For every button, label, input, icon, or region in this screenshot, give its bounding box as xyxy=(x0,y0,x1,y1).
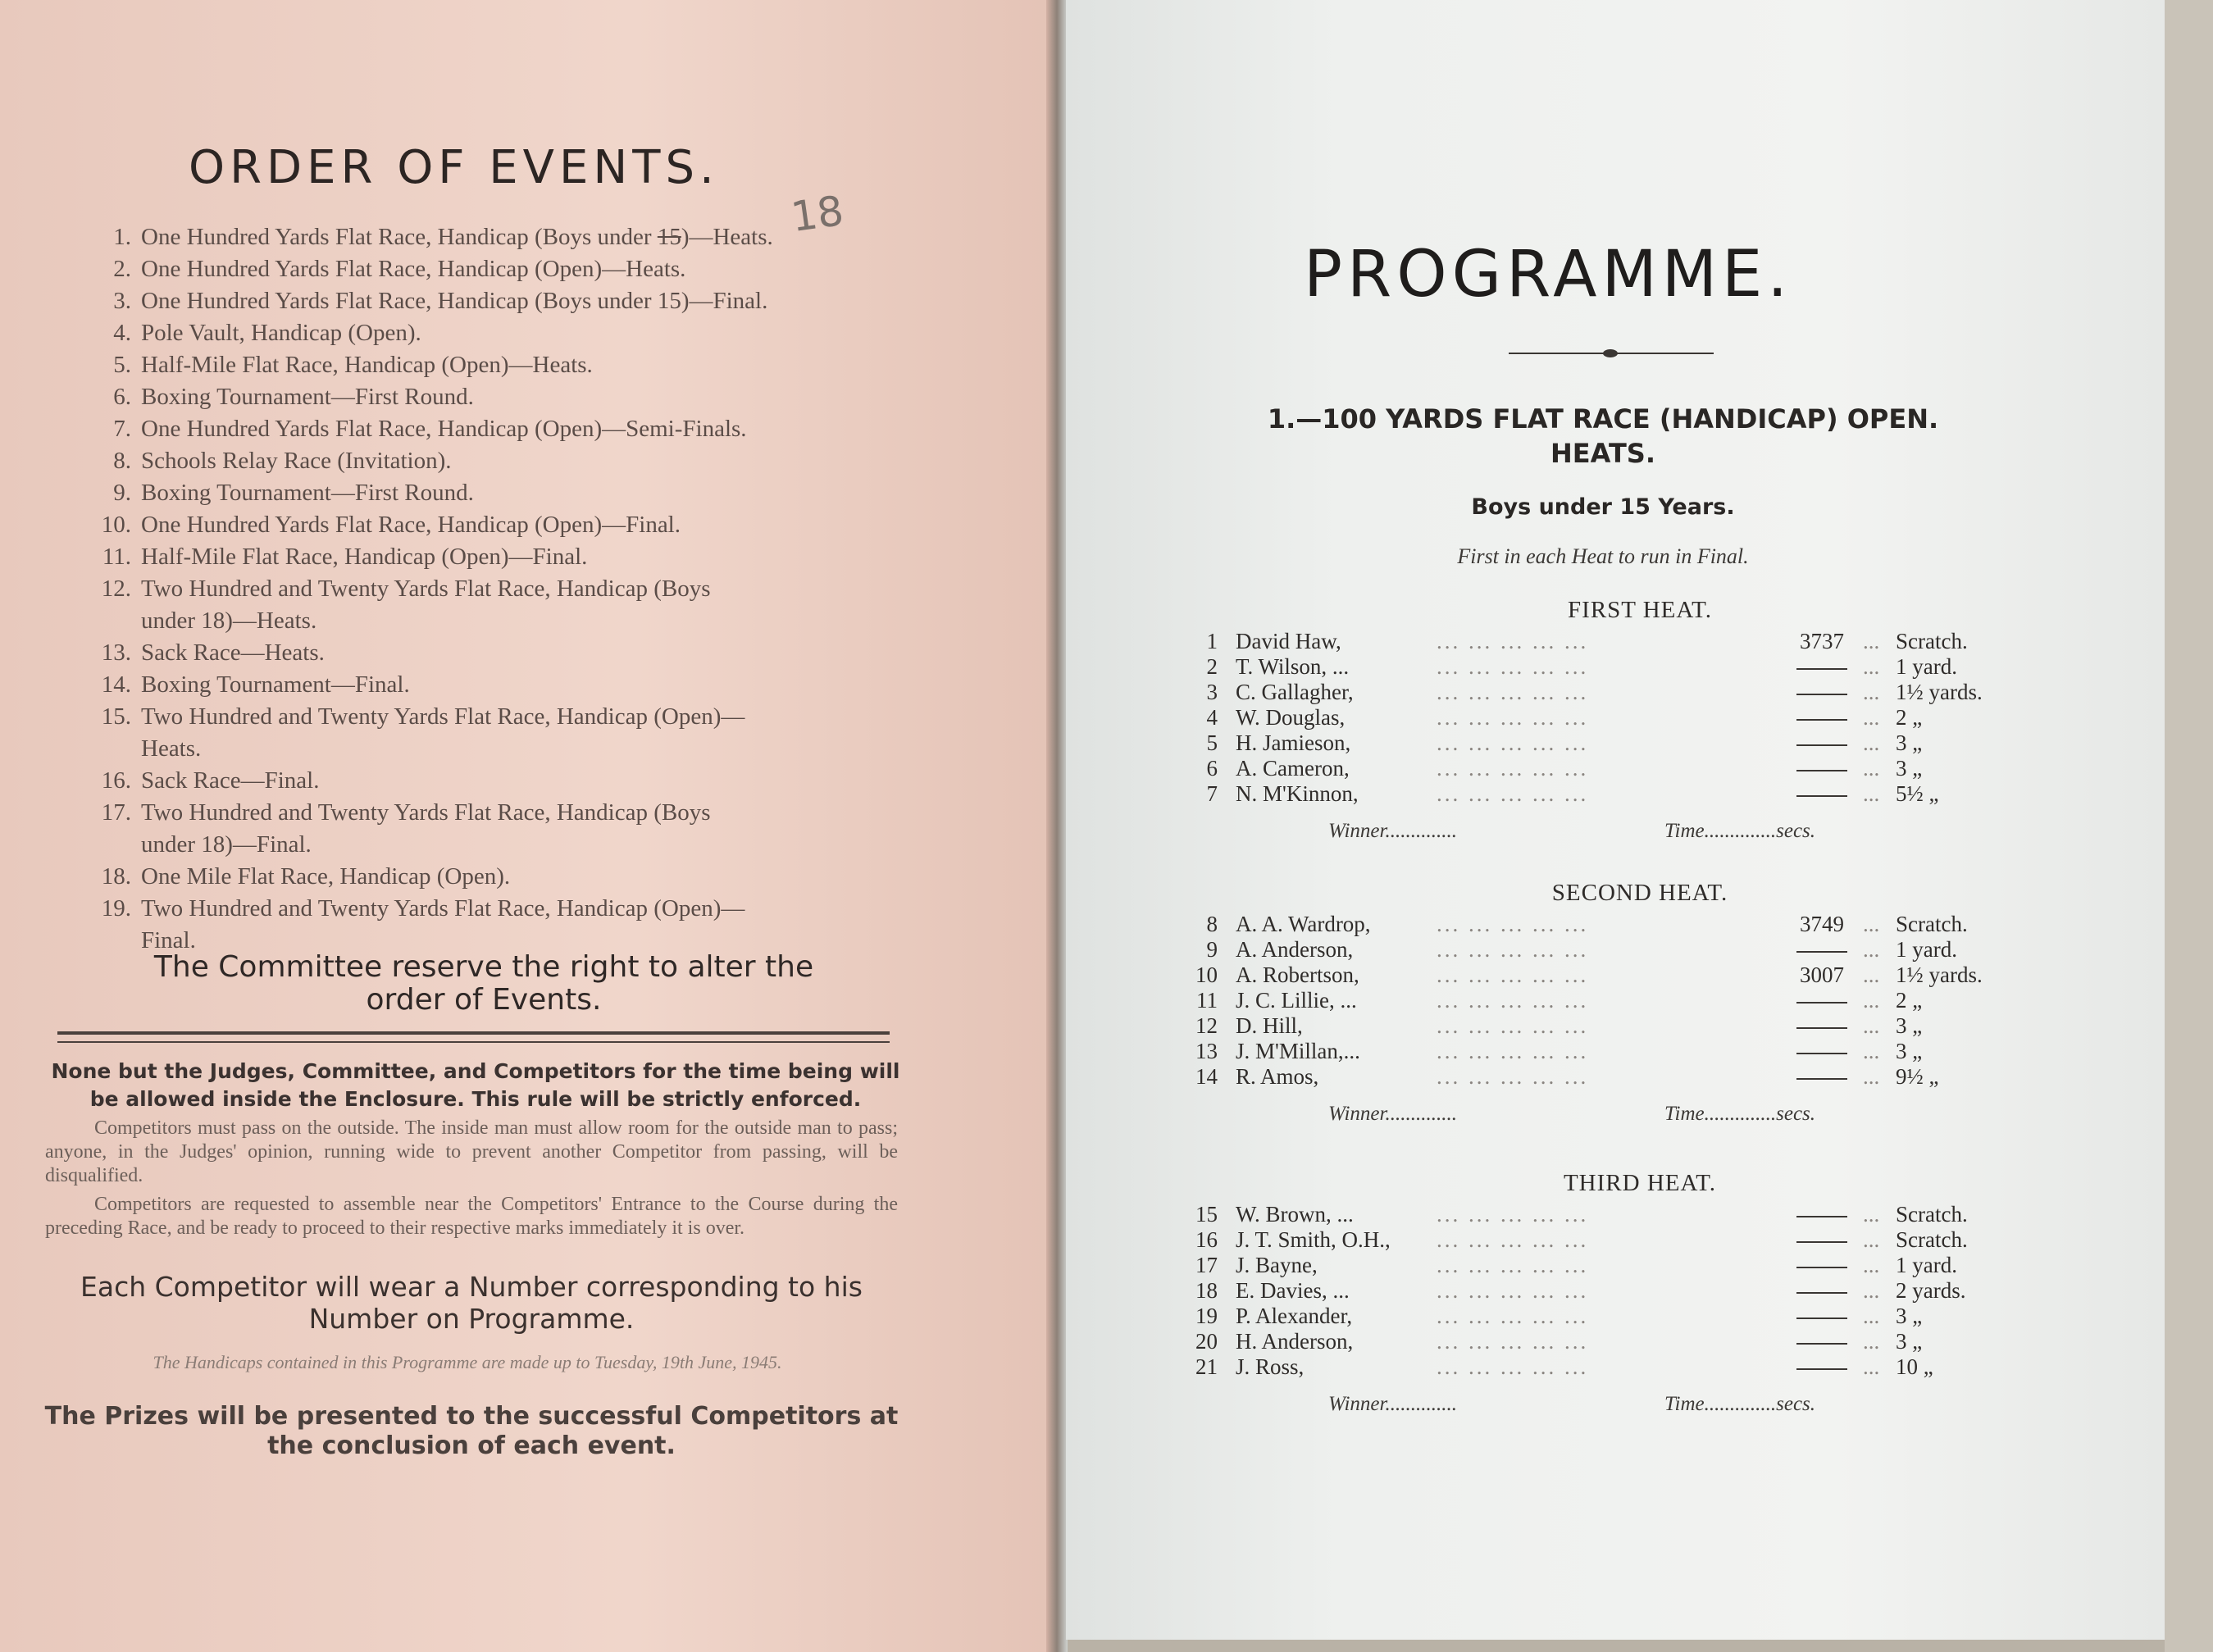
entry-number: 7 xyxy=(1206,781,1218,806)
event-text: Two Hundred and Twenty Yards Flat Race, Handicap (Open)— xyxy=(141,895,745,922)
entry-handicap: 5½ „ xyxy=(1896,781,1939,806)
event-number: 17. xyxy=(101,799,131,826)
event-text: Two Hundred and Twenty Yards Flat Race, Handicap (Open)— xyxy=(141,703,745,730)
entry-row xyxy=(1173,1013,2083,1039)
entry-name: A. Robertson, xyxy=(1236,963,1359,987)
entry-number: 4 xyxy=(1206,705,1218,730)
leader-dots-short: ... xyxy=(1863,912,1880,936)
blank-dash xyxy=(1796,744,1847,746)
event-number: 2. xyxy=(113,256,131,282)
event-text: One Hundred Yards Flat Race, Handicap (Open)—Heats. xyxy=(141,256,686,282)
entry-mark xyxy=(1781,1064,1863,1090)
entry-row xyxy=(1173,781,2083,807)
event-number: 3. xyxy=(113,288,131,314)
entry-handicap: 1½ yards. xyxy=(1896,963,1983,987)
entry-mark xyxy=(1781,1278,1863,1304)
entry-row xyxy=(1173,756,2083,781)
leader-dots: ... ... ... ... ... xyxy=(1437,680,1589,704)
event-number: 13. xyxy=(101,639,131,666)
event-text: Boxing Tournament—Final. xyxy=(141,671,410,698)
entry-mark xyxy=(1781,1354,1863,1380)
event-item xyxy=(66,509,927,541)
event-item xyxy=(66,765,927,797)
event-item-continued xyxy=(66,733,927,765)
entry-name: W. Brown, ... xyxy=(1236,1202,1354,1226)
entry-name: N. M'Kinnon, xyxy=(1236,781,1359,806)
committee-line-2: order of Events. xyxy=(366,983,602,1017)
blank-dash xyxy=(1796,1343,1847,1345)
leader-dots-short: ... xyxy=(1863,705,1880,730)
event-text: Pole Vault, Handicap (Open). xyxy=(141,320,421,346)
event-item-continued xyxy=(66,829,927,861)
entry-number: 8 xyxy=(1206,912,1218,936)
entry-mark xyxy=(1781,1039,1863,1064)
entry-mark: 3007 xyxy=(1800,963,1844,987)
entry-number: 18 xyxy=(1195,1278,1218,1303)
assembly-rule: Competitors are requested to assemble near the Competitors' Entrance to the Course during the preceding Race, and be ready to proceed to their respective marks immediately it is over. xyxy=(45,1194,898,1239)
leader-dots: ... ... ... ... ... xyxy=(1437,963,1589,987)
event-item xyxy=(66,861,927,893)
entry-name: A. Anderson, xyxy=(1236,937,1354,962)
blank-dash xyxy=(1796,1241,1847,1243)
entry-mark xyxy=(1781,781,1863,807)
event-number: 9. xyxy=(113,480,131,506)
event-number: 6. xyxy=(113,384,131,410)
leader-dots-short: ... xyxy=(1863,1278,1880,1303)
committee-notice xyxy=(74,951,894,1017)
leader-dots-short: ... xyxy=(1863,1329,1880,1354)
event-number: 14. xyxy=(101,671,131,698)
entry-mark xyxy=(1781,1227,1863,1253)
entry-handicap: 3 „ xyxy=(1896,1039,1923,1063)
leader-dots: ... ... ... ... ... xyxy=(1437,629,1589,653)
entry-handicap: Scratch. xyxy=(1896,629,1968,653)
heat-instruction: First in each Heat to run in Final. xyxy=(1457,544,1749,568)
event-number: 7. xyxy=(113,416,131,442)
blank-dash xyxy=(1796,668,1847,670)
event-number: 19. xyxy=(101,895,131,922)
entry-handicap: 1 yard. xyxy=(1896,937,1957,962)
age-group: Boys under 15 Years. xyxy=(1471,494,1735,520)
entry-number: 12 xyxy=(1195,1013,1218,1038)
winner-label: Winner.............. xyxy=(1328,820,1457,842)
entry-row xyxy=(1173,937,2083,963)
entry-number: 10 xyxy=(1195,963,1218,987)
event-item xyxy=(66,477,927,509)
entry-mark xyxy=(1781,937,1863,963)
leader-dots: ... ... ... ... ... xyxy=(1437,1013,1589,1038)
leader-dots: ... ... ... ... ... xyxy=(1437,988,1589,1013)
entry-name: J. T. Smith, O.H., xyxy=(1236,1227,1391,1252)
entry-number: 15 xyxy=(1195,1202,1218,1226)
winner-label: Winner.............. xyxy=(1328,1393,1457,1415)
event-text-continued: Final. xyxy=(141,927,196,953)
blank-dash xyxy=(1796,1267,1847,1268)
event-item xyxy=(66,701,927,733)
leader-dots: ... ... ... ... ... xyxy=(1437,1354,1589,1379)
entry-number: 14 xyxy=(1195,1064,1218,1089)
entry-number: 20 xyxy=(1195,1329,1218,1354)
blank-dash xyxy=(1796,1318,1847,1319)
entry-number: 13 xyxy=(1195,1039,1218,1063)
entry-number: 1 xyxy=(1206,629,1218,653)
entry-row xyxy=(1173,654,2083,680)
entry-handicap: 10 „ xyxy=(1896,1354,1933,1379)
entry-name: R. Amos, xyxy=(1236,1064,1319,1089)
struck-text: 15 xyxy=(657,224,681,250)
entry-row xyxy=(1173,1227,2083,1253)
leader-dots: ... ... ... ... ... xyxy=(1437,1278,1589,1303)
event-item xyxy=(66,381,927,413)
event-text: Boxing Tournament—First Round. xyxy=(141,480,474,506)
entry-name: A. Cameron, xyxy=(1236,756,1350,780)
event-text-continued: Heats. xyxy=(141,735,202,762)
entry-row xyxy=(1173,1039,2083,1064)
entry-handicap: 3 „ xyxy=(1896,1329,1923,1354)
entry-mark xyxy=(1781,680,1863,705)
leader-dots-short: ... xyxy=(1863,1202,1880,1226)
event-item xyxy=(66,413,927,445)
event-number: 4. xyxy=(113,320,131,346)
programme-title: PROGRAMME. xyxy=(1304,238,1793,312)
leader-dots: ... ... ... ... ... xyxy=(1437,937,1589,962)
entry-name: H. Jamieson, xyxy=(1236,730,1351,755)
event-text: Boxing Tournament—First Round. xyxy=(141,384,474,410)
entry-handicap: 2 „ xyxy=(1896,988,1923,1013)
event-item xyxy=(66,541,927,573)
event-text: Sack Race—Final. xyxy=(141,767,320,794)
entry-number: 16 xyxy=(1195,1227,1218,1252)
enclosure-rule: None but the Judges, Committee, and Competitors for the time being will be allowed inside the Enclosure. This rule will be strictly enforced. xyxy=(51,1059,900,1111)
entry-name: C. Gallagher, xyxy=(1236,680,1354,704)
event-item xyxy=(66,253,927,285)
race-title-line-2: HEATS. xyxy=(1550,438,1655,469)
entry-row xyxy=(1173,1304,2083,1329)
event-item xyxy=(66,637,927,669)
event-text: One Mile Flat Race, Handicap (Open). xyxy=(141,863,511,890)
heat-title: THIRD HEAT. xyxy=(1563,1170,1717,1196)
blank-dash xyxy=(1796,1053,1847,1054)
event-text: One Hundred Yards Flat Race, Handicap (Open)—Final. xyxy=(141,512,681,538)
leader-dots-short: ... xyxy=(1863,1227,1880,1252)
heat-title: FIRST HEAT. xyxy=(1568,597,1712,623)
entry-handicap: Scratch. xyxy=(1896,1227,1968,1252)
leader-dots: ... ... ... ... ... xyxy=(1437,1064,1589,1089)
entry-number: 21 xyxy=(1195,1354,1218,1379)
entry-mark xyxy=(1781,756,1863,781)
entry-number: 17 xyxy=(1195,1253,1218,1277)
order-of-events-title: ORDER OF EVENTS. xyxy=(189,141,719,194)
entry-mark xyxy=(1781,1304,1863,1329)
entry-mark xyxy=(1781,705,1863,730)
event-number: 10. xyxy=(101,512,131,538)
entry-handicap: 3 „ xyxy=(1896,1304,1923,1328)
event-item xyxy=(66,349,927,381)
pencil-annotation: 18 xyxy=(788,186,847,242)
leader-dots: ... ... ... ... ... xyxy=(1437,730,1589,755)
double-divider xyxy=(57,1031,890,1043)
leader-dots-short: ... xyxy=(1863,1304,1880,1328)
entry-handicap: 2 yards. xyxy=(1896,1278,1966,1303)
ornament-divider xyxy=(1509,349,1714,357)
entry-mark xyxy=(1781,654,1863,680)
entry-mark xyxy=(1781,1253,1863,1278)
time-label: Time..............secs. xyxy=(1664,820,1816,842)
event-number: 12. xyxy=(101,576,131,602)
entry-handicap: 1½ yards. xyxy=(1896,680,1983,704)
leader-dots-short: ... xyxy=(1863,1354,1880,1379)
event-item xyxy=(66,445,927,477)
entry-handicap: 3 „ xyxy=(1896,1013,1923,1038)
entry-name: J. C. Lillie, ... xyxy=(1236,988,1357,1013)
entry-row xyxy=(1173,1253,2083,1278)
event-item xyxy=(66,893,927,925)
event-text: One Hundred Yards Flat Race, Handicap (Boys under 15)—Heats. xyxy=(141,224,773,250)
entry-row xyxy=(1173,988,2083,1013)
leader-dots: ... ... ... ... ... xyxy=(1437,1039,1589,1063)
leader-dots-short: ... xyxy=(1863,756,1880,780)
race-title xyxy=(1214,402,1992,471)
committee-line-1: The Committee reserve the right to alter the xyxy=(153,950,814,984)
blank-dash xyxy=(1796,719,1847,721)
passing-rule: Competitors must pass on the outside. The inside man must allow room for the outside man to pass; anyone, in the Judges' opinion, running wide to prevent another Competitor from passing, will be disqualified. xyxy=(45,1117,898,1186)
leader-dots-short: ... xyxy=(1863,988,1880,1013)
entry-mark: 3737 xyxy=(1800,629,1844,653)
book-gutter xyxy=(1046,0,1068,1652)
event-text: Schools Relay Race (Invitation). xyxy=(141,448,452,474)
entry-name: W. Douglas, xyxy=(1236,705,1346,730)
leader-dots-short: ... xyxy=(1863,1064,1880,1089)
blank-dash xyxy=(1796,1002,1847,1003)
blank-dash xyxy=(1796,1368,1847,1370)
event-number: 11. xyxy=(102,544,131,570)
entry-name: J. Bayne, xyxy=(1236,1253,1318,1277)
event-item xyxy=(66,797,927,829)
leader-dots: ... ... ... ... ... xyxy=(1437,1304,1589,1328)
entry-number: 9 xyxy=(1206,937,1218,962)
entry-name: H. Anderson, xyxy=(1236,1329,1354,1354)
entry-name: P. Alexander, xyxy=(1236,1304,1353,1328)
leader-dots-short: ... xyxy=(1863,963,1880,987)
entry-name: T. Wilson, ... xyxy=(1236,654,1350,679)
event-number: 8. xyxy=(113,448,131,474)
event-item xyxy=(66,221,927,253)
entry-mark xyxy=(1781,988,1863,1013)
event-text: Two Hundred and Twenty Yards Flat Race, Handicap (Boys xyxy=(141,799,711,826)
blank-dash xyxy=(1796,1027,1847,1029)
blank-dash xyxy=(1796,795,1847,797)
entry-row xyxy=(1173,1329,2083,1354)
leader-dots: ... ... ... ... ... xyxy=(1437,756,1589,780)
leader-dots: ... ... ... ... ... xyxy=(1437,705,1589,730)
leader-dots: ... ... ... ... ... xyxy=(1437,912,1589,936)
blank-dash xyxy=(1796,951,1847,953)
event-number-blank xyxy=(66,605,141,637)
leader-dots-short: ... xyxy=(1863,1039,1880,1063)
blank-dash xyxy=(1796,1216,1847,1217)
winner-label: Winner.............. xyxy=(1328,1103,1457,1125)
time-label: Time..............secs. xyxy=(1664,1103,1816,1125)
event-item xyxy=(66,285,927,317)
heat-1 xyxy=(1173,597,2083,843)
entry-row xyxy=(1173,912,2083,937)
entry-number: 3 xyxy=(1206,680,1218,704)
entry-row xyxy=(1173,1202,2083,1227)
entry-name: J. Ross, xyxy=(1236,1354,1305,1379)
leader-dots: ... ... ... ... ... xyxy=(1437,781,1589,806)
winner-time-line xyxy=(1173,1393,2083,1416)
event-number: 18. xyxy=(101,863,131,890)
event-text: Two Hundred and Twenty Yards Flat Race, Handicap (Boys xyxy=(141,576,711,602)
event-text: Half-Mile Flat Race, Handicap (Open)—Heats. xyxy=(141,352,593,378)
entry-number: 5 xyxy=(1206,730,1218,755)
blank-dash xyxy=(1796,1292,1847,1294)
leader-dots: ... ... ... ... ... xyxy=(1437,654,1589,679)
leader-dots-short: ... xyxy=(1863,1013,1880,1038)
entry-number: 2 xyxy=(1206,654,1218,679)
left-page xyxy=(0,0,1058,1652)
leader-dots-short: ... xyxy=(1863,629,1880,653)
leader-dots-short: ... xyxy=(1863,1253,1880,1277)
heat-2 xyxy=(1173,880,2083,1126)
leader-dots-short: ... xyxy=(1863,937,1880,962)
event-number: 16. xyxy=(101,767,131,794)
event-text: Half-Mile Flat Race, Handicap (Open)—Final. xyxy=(141,544,588,570)
entry-mark xyxy=(1781,1202,1863,1227)
event-number-blank xyxy=(66,829,141,861)
leader-dots: ... ... ... ... ... xyxy=(1437,1202,1589,1226)
entry-row xyxy=(1173,705,2083,730)
event-number: 5. xyxy=(113,352,131,378)
heat-3 xyxy=(1173,1170,2083,1416)
leader-dots-short: ... xyxy=(1863,680,1880,704)
race-title-line-1: 1.—100 YARDS FLAT RACE (HANDICAP) OPEN. xyxy=(1267,403,1939,435)
event-text: One Hundred Yards Flat Race, Handicap (Open)—Semi-Finals. xyxy=(141,416,747,442)
event-number: 15. xyxy=(101,703,131,730)
entry-name: E. Davies, ... xyxy=(1236,1278,1350,1303)
blank-dash xyxy=(1796,1078,1847,1080)
entry-row xyxy=(1173,1354,2083,1380)
handicaps-note: The Handicaps contained in this Programme are made up to Tuesday, 19th June, 1945. xyxy=(153,1352,782,1372)
entry-row xyxy=(1173,1278,2083,1304)
entry-mark xyxy=(1781,1013,1863,1039)
entry-number: 19 xyxy=(1195,1304,1218,1328)
leader-dots: ... ... ... ... ... xyxy=(1437,1253,1589,1277)
blank-dash xyxy=(1796,694,1847,695)
entry-name: D. Hill, xyxy=(1236,1013,1303,1038)
winner-time-line xyxy=(1173,820,2083,843)
table-surface xyxy=(2165,0,2213,1652)
heat-title: SECOND HEAT. xyxy=(1551,880,1728,906)
event-text-continued: under 18)—Final. xyxy=(141,831,312,858)
entry-number: 6 xyxy=(1206,756,1218,780)
entry-name: A. A. Wardrop, xyxy=(1236,912,1371,936)
blank-dash xyxy=(1796,770,1847,771)
prizes-notice: The Prizes will be presented to the successful Competitors at the conclusion of each event. xyxy=(44,1402,899,1460)
entry-row xyxy=(1173,963,2083,988)
entry-mark xyxy=(1781,1329,1863,1354)
event-text-continued: under 18)—Heats. xyxy=(141,608,317,634)
leader-dots: ... ... ... ... ... xyxy=(1437,1227,1589,1252)
events-list xyxy=(66,221,927,957)
leader-dots-short: ... xyxy=(1863,654,1880,679)
entry-handicap: 9½ „ xyxy=(1896,1064,1939,1089)
winner-time-line xyxy=(1173,1103,2083,1126)
entry-handicap: 1 yard. xyxy=(1896,1253,1957,1277)
competitor-number-notice: Each Competitor will wear a Number corresponding to his Number on Programme. xyxy=(80,1271,863,1335)
entry-mark xyxy=(1781,730,1863,756)
entry-handicap: 3 „ xyxy=(1896,756,1923,780)
leader-dots-short: ... xyxy=(1863,730,1880,755)
entry-row xyxy=(1173,730,2083,756)
entry-handicap: Scratch. xyxy=(1896,1202,1968,1226)
event-number-blank xyxy=(66,733,141,765)
event-text: One Hundred Yards Flat Race, Handicap (Boys under 15)—Final. xyxy=(141,288,768,314)
entry-name: David Haw, xyxy=(1236,629,1341,653)
entry-row xyxy=(1173,1064,2083,1090)
event-number: 1. xyxy=(113,224,131,250)
entry-handicap: 1 yard. xyxy=(1896,654,1957,679)
time-label: Time..............secs. xyxy=(1664,1393,1816,1415)
event-item xyxy=(66,317,927,349)
entry-handicap: Scratch. xyxy=(1896,912,1968,936)
entry-mark: 3749 xyxy=(1800,912,1844,936)
entry-row xyxy=(1173,629,2083,654)
entry-number: 11 xyxy=(1196,988,1218,1013)
entry-handicap: 3 „ xyxy=(1896,730,1923,755)
event-item xyxy=(66,573,927,605)
event-item xyxy=(66,669,927,701)
entry-name: J. M'Millan,... xyxy=(1236,1039,1360,1063)
leader-dots: ... ... ... ... ... xyxy=(1437,1329,1589,1354)
entry-row xyxy=(1173,680,2083,705)
leader-dots-short: ... xyxy=(1863,781,1880,806)
event-item-continued xyxy=(66,605,927,637)
entry-handicap: 2 „ xyxy=(1896,705,1923,730)
event-text: Sack Race—Heats. xyxy=(141,639,325,666)
